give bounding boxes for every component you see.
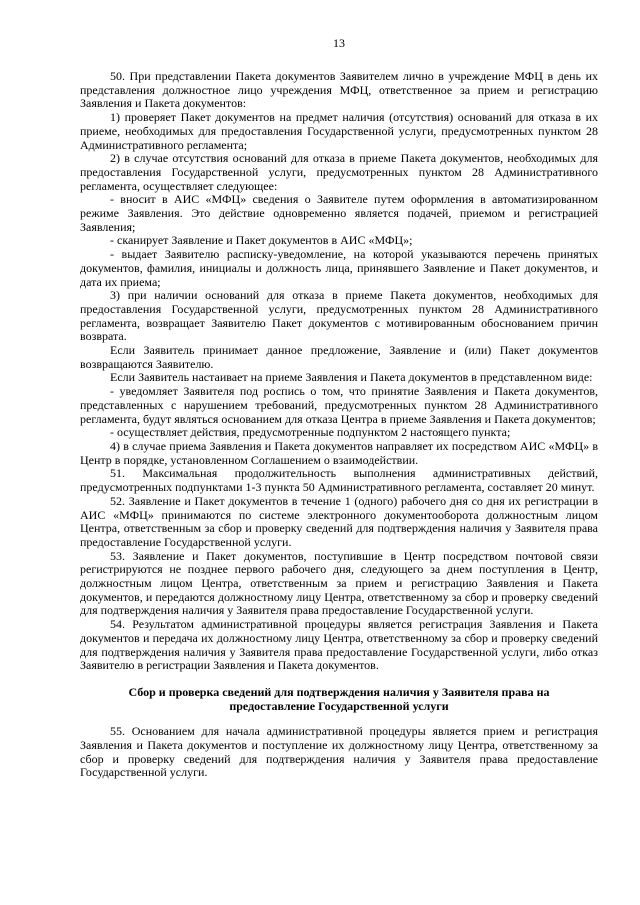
paragraph-55: 55. Основанием для начала административной процедуры является прием и регистрация Заявления и Пакета документов и поступление их должностному лицу Центра, ответственному за сбор и проверку сведений для подтверждения наличия у Заявителя права предоставление Государственной услуги. xyxy=(80,724,598,780)
paragraph-50-insist: Если Заявитель настаивает на приеме Заявления и Пакета документов в представленном виде: xyxy=(110,370,593,385)
paragraph-51: 51. Максимальная продолжительность выполнения административных действий, предусмотренных подпунктами 1-3 пункта 50 Административного регламента, составляет 20 минут. xyxy=(80,466,598,495)
document-body xyxy=(80,70,598,780)
paragraph-50-insist-dash-1: - уведомляет Заявителя под роспись о том, что принятие Заявления и Пакета документов, представленных с нарушением требований, предусмотренных пунктом 28 Административного регламента, будут являться основанием для отказа Центра в приеме Заявления и Пакета документов; xyxy=(80,384,598,426)
paragraph-50-accept: Если Заявитель принимает данное предложение, Заявление и (или) Пакет документов возвращаются Заявителю. xyxy=(80,343,598,371)
paragraph-50-item-2-dash-3: - выдает Заявителю расписку-уведомление, на которой указываются перечень принятых документов, фамилия, инициалы и должность лица, принявшего Заявление и Пакет документов, и дата их приема; xyxy=(80,247,598,289)
section-heading-line-1: Сбор и проверка сведений для подтверждения наличия у Заявителя права на xyxy=(128,684,550,699)
page-number: 13 xyxy=(333,36,345,50)
paragraph-52: 52. Заявление и Пакет документов в течение 1 (одного) рабочего дня со дня их регистрации в АИС «МФЦ» принимаются по системе электронного документооборота должностным лицом Центра, ответственным за сбор и проверку сведений для подтверждения наличия у Заявителя права предоставление Государственной услуги. xyxy=(80,493,598,549)
section-heading xyxy=(80,686,598,713)
paragraph-50-item-2-dash-2: - сканирует Заявление и Пакет документов в АИС «МФЦ»; xyxy=(110,233,413,248)
paragraph-50-item-2-dash-1: - вносит в АИС «МФЦ» сведения о Заявителе путем оформления в автоматизированном режиме Заявления. Это действие одновременно является подачей, приемом и регистрацией Заявления; xyxy=(80,192,598,234)
paragraph-50-item-1: 1) проверяет Пакет документов на предмет наличия (отсутствия) оснований для отказа в их приеме, необходимых для предоставления Государственной услуги, предусмотренных пунктом 28 Административного регламента; xyxy=(80,110,598,152)
paragraph-50: 50. При представлении Пакета документов Заявителем лично в учреждение МФЦ в день их представления должностное лицо учреждения МФЦ, ответственное за прием и регистрацию Заявления и Пакета документов: xyxy=(80,69,598,111)
paragraph-50-item-3: 3) при наличии оснований для отказа в приеме Пакета документов, необходимых для предоставления Государственной услуги, предусмотренных пунктом 28 Административного регламента, возвращает Заявителю Пакет документов с мотивированным обоснованием причин возврата. xyxy=(80,288,598,344)
paragraph-50-item-2: 2) в случае отсутствия оснований для отказа в приеме Пакета документов, необходимых для предоставления Государственной услуги, предусмотренных пунктом 28 Административного регламента, осуществляет следующее: xyxy=(80,151,598,193)
section-heading-line-2: предоставление Государственной услуги xyxy=(229,698,449,713)
paragraph-53: 53. Заявление и Пакет документов, поступившие в Центр посредством почтовой связи регистрируются не позднее первого рабочего дня, следующего за днем поступления в Центр, должностным лицом Центра, ответственным за прием и регистрацию Заявления и Пакета документов, и передаются должностному лицу Центра, ответственному за сбор и проверку сведений для подтверждения наличия у Заявителя права предоставление Государственной услуги. xyxy=(80,548,598,618)
paragraph-50-item-4: 4) в случае приема Заявления и Пакета документов направляет их посредством АИС «МФЦ» в Центр в порядке, установленном Соглашением о взаимодействии. xyxy=(80,438,598,467)
paragraph-50-insist-dash-2: - осуществляет действия, предусмотренные подпунктом 2 настоящего пункта; xyxy=(110,425,511,440)
paragraph-54: 54. Результатом административной процедуры является регистрация Заявления и Пакета документов и передача их должностному лицу Центра, ответственному за сбор и проверку сведений для подтверждения наличия у Заявителя права предоставление Государственной услуги, либо отказ Заявителю в регистрации Заявления и Пакета документов. xyxy=(80,617,598,673)
